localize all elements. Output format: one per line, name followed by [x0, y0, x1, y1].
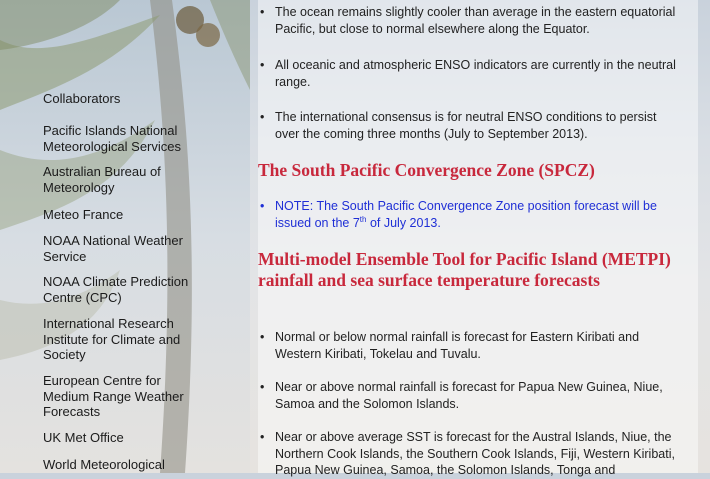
collaborator-item: European Centre for Medium Range Weather Forecasts: [43, 373, 184, 419]
forecast-content: [258, 0, 698, 477]
spcz-note-tail: of July 2013.: [366, 215, 441, 230]
spcz-note-text: NOTE: The South Pacific Convergence Zone position forecast will be issued on the 7: [275, 199, 657, 230]
collaborators-sidebar: [0, 0, 245, 473]
metpi-bullet: • Normal or below normal rainfall is forecast for Eastern Kiribati and Western Kiribati, Tokelau and Tuvalu.: [258, 329, 683, 362]
enso-bullet: • The ocean remains slightly cooler than average in the eastern equatorial Pacific, but close to normal elsewhere along the Equator.: [258, 4, 683, 37]
collaborator-item: Pacific Islands National Meteorological Services: [43, 123, 182, 154]
enso-bullet: • The international consensus is for neutral ENSO conditions to persist over the coming three months (July to September 2013).: [258, 109, 683, 142]
collaborators-heading: Collaborators: [43, 91, 121, 106]
collaborator-item: Australian Bureau of Meteorology: [43, 164, 161, 195]
collaborator-item: UK Met Office: [43, 430, 124, 445]
spcz-heading: The South Pacific Convergence Zone (SPCZ): [258, 160, 595, 180]
metpi-bullet: • Near or above average SST is forecast for the Austral Islands, Niue, the Northern Cook Islands, the Southern Cook Islands, Fiji, Western Kiribati, Papua New Guinea, Samoa, the Solomon Islands, Tonga and: [258, 429, 683, 479]
collaborator-item: World Meteorological: [43, 457, 165, 472]
collaborator-item: NOAA National Weather Service: [43, 233, 183, 264]
metpi-heading: Multi-model Ensemble Tool for Pacific Island (METPI) rainfall and sea surface temperature forecasts: [258, 249, 671, 290]
collaborator-item: International Research Institute for Climate and Society: [43, 316, 181, 362]
metpi-bullet: • Near or above normal rainfall is forecast for Papua New Guinea, Niue, Samoa and the Solomon Islands.: [258, 379, 683, 412]
collaborator-item: Meteo France: [43, 207, 124, 222]
collaborator-item: NOAA Climate Prediction Centre (CPC): [43, 274, 189, 305]
spcz-note-superscript: th: [359, 214, 367, 224]
enso-bullet: • All oceanic and atmospheric ENSO indicators are currently in the neutral range.: [258, 57, 683, 90]
spcz-note-bullet: [258, 198, 683, 231]
